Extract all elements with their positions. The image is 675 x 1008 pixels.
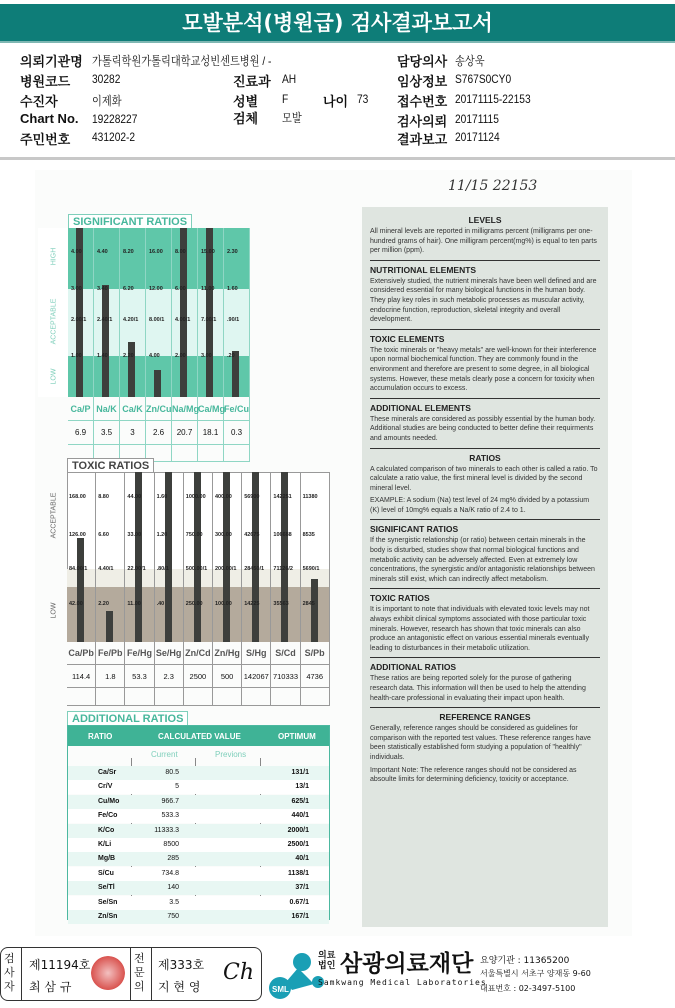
col-calculated-value: CALCULATED VALUE xyxy=(158,732,241,741)
category-label: Zn/Hg xyxy=(213,642,242,665)
tick-label: 56900 xyxy=(244,494,260,500)
value-label: 6.9 xyxy=(68,421,94,445)
request-value: 20171115 xyxy=(455,112,499,126)
value-label: 4736 xyxy=(301,665,330,688)
current-value: 11333.3 xyxy=(154,826,179,834)
tick-label: 400.00 xyxy=(215,494,232,500)
address: 서울특별시 서초구 양재동 9-60 xyxy=(480,969,591,978)
optimum-value: 167/1 xyxy=(291,913,309,920)
tick-label: 2.20 xyxy=(123,353,134,359)
table-row xyxy=(68,910,329,924)
svg-text:SML: SML xyxy=(272,985,289,994)
id-label: 주민번호 xyxy=(20,132,71,147)
empty-cell xyxy=(96,688,125,706)
tick-label: 28450/1 xyxy=(244,566,265,572)
table-row xyxy=(68,838,329,852)
category-label: Fe/Hg xyxy=(125,642,154,665)
tick-label: 16.00 xyxy=(149,249,163,255)
divider xyxy=(370,448,600,449)
value-label: 53.3 xyxy=(125,665,154,688)
examiner-label: 검사자 xyxy=(4,952,15,993)
institution-value: 가톨릭학원가톨릭대학교성빈센트병원 / - xyxy=(92,54,272,68)
col-optimum: OPTIMUM xyxy=(278,732,316,741)
empty-cell xyxy=(213,688,242,706)
tick-label: 4.00/1 xyxy=(175,317,191,323)
tick-label: 1.00 xyxy=(71,353,82,359)
tick-label: 1000.00 xyxy=(185,494,206,500)
current-value: 8500 xyxy=(163,841,179,848)
table-row xyxy=(68,809,329,823)
zone-label: LOW xyxy=(50,368,58,385)
explanation-panel xyxy=(362,207,608,927)
optimum-value: 2500/1 xyxy=(287,841,309,848)
divider xyxy=(370,657,600,658)
bar-na-k xyxy=(102,285,109,397)
clinical-value: S767S0CY0 xyxy=(455,72,512,86)
tick-label: 8535 xyxy=(302,532,315,538)
zone-label: ACCEPTABLE xyxy=(50,492,58,539)
ratio-name: Cu/Mo xyxy=(98,797,120,805)
divider xyxy=(151,948,152,1000)
receipt-label: 접수번호 xyxy=(397,94,448,109)
bar-ca-pb xyxy=(77,538,84,642)
chart-no-value: 19228227 xyxy=(92,112,138,126)
tick-label: .90/1 xyxy=(227,317,240,323)
tick-label: 4.40 xyxy=(97,249,108,255)
category-label: Ca/P xyxy=(68,397,94,421)
value-label: 1.8 xyxy=(96,665,125,688)
empty-cell xyxy=(184,688,213,706)
value-label: 500 xyxy=(213,665,242,688)
optimum-value: 40/1 xyxy=(295,855,309,863)
tick-label: 2.30 xyxy=(227,249,238,255)
value-label: 18.1 xyxy=(198,421,224,445)
zone-label: ACCEPTABLE xyxy=(50,298,58,345)
ratio-name: Zn/Sn xyxy=(98,913,118,920)
divider xyxy=(21,948,22,1000)
ratio-name: Fe/Co xyxy=(98,812,118,820)
tick-label: 750.00 xyxy=(185,532,203,538)
specimen-value: 모발 xyxy=(282,111,302,125)
empty-cell xyxy=(155,688,184,706)
table-row xyxy=(68,896,329,910)
institution-label: 의뢰기관명 xyxy=(20,54,83,69)
panel-text: These ratios are being reported solely for the purose of gathering research data. This information will then be used to help the attending health-care professional in evaluating their impact upon health. xyxy=(370,675,586,702)
significant-ratios-chart xyxy=(38,228,250,462)
tick-label: 14225 xyxy=(244,601,260,607)
value-label: 0.3 xyxy=(224,421,250,445)
tick-label: 11380 xyxy=(302,494,318,500)
category-label: Fe/Pb xyxy=(96,642,125,665)
tick-label: 8.00 xyxy=(175,249,186,255)
value-label: 20.7 xyxy=(172,421,198,445)
tick-label: 500.00/1 xyxy=(185,566,208,572)
ratio-name: Cr/V xyxy=(98,783,113,791)
panel-heading: SIGNIFICANT RATIOS xyxy=(370,524,459,535)
empty-cell xyxy=(224,445,250,462)
tick-label: 6.20 xyxy=(123,286,134,292)
table-row xyxy=(68,867,329,881)
category-label: S/Pb xyxy=(301,642,330,665)
toxic-ratios-chart xyxy=(38,472,330,706)
optimum-value: 1138/1 xyxy=(287,869,309,877)
category-label: Na/K xyxy=(94,397,120,421)
divider xyxy=(130,948,131,1000)
ratio-name: K/Co xyxy=(98,826,115,834)
empty-cell xyxy=(172,445,198,462)
subcol-previous: Previons xyxy=(215,750,247,759)
empty-cell xyxy=(67,688,96,706)
divider xyxy=(370,398,600,399)
optimum-value: 625/1 xyxy=(291,797,309,805)
empty-cell xyxy=(301,688,330,706)
category-label: Ca/K xyxy=(120,397,146,421)
panel-heading: TOXIC RATIOS xyxy=(370,593,430,604)
empty-cell xyxy=(242,688,271,706)
signature-box xyxy=(0,947,262,1001)
category-label: Ca/Mg xyxy=(198,397,224,421)
org-english-name: Samkwang Medical Laboratories xyxy=(318,978,487,987)
org-prefix: 의료법인 xyxy=(318,951,336,971)
table-row xyxy=(68,795,329,809)
age-value: 73 xyxy=(357,92,369,106)
tick-label: 8.00/1 xyxy=(149,317,165,323)
current-value: 285 xyxy=(167,855,179,863)
panel-text: If the synergistic relationship (or ratio) between certain minerals in the body is disturbed, studies show that normal biological functions and metabolic activity can be adversely affected. Even at extremely low concentrations, the synergistic and/or antagonistic relationships between minerals still exist, which can indirectly affect metabolism. xyxy=(370,537,595,583)
patient-label: 수진자 xyxy=(20,94,58,109)
panel-heading: NUTRITIONAL ELEMENTS xyxy=(370,264,477,275)
tick-label: 11.00 xyxy=(127,601,141,607)
tick-label: 2.00 xyxy=(175,353,186,359)
category-label: Fe/Cu xyxy=(224,397,250,421)
table-row xyxy=(68,881,329,895)
tick-label: 12.00 xyxy=(149,286,163,292)
value-label: 114.4 xyxy=(67,665,96,688)
current-value: 80.5 xyxy=(165,769,179,776)
subcol-current: Current xyxy=(151,750,178,759)
specialist-name: 지 현 영 xyxy=(158,980,201,994)
tick-label: .40 xyxy=(156,601,165,607)
tick-label: .20 xyxy=(227,353,235,359)
tick-label: 42.00 xyxy=(69,601,83,607)
sex-label: 성별 xyxy=(233,94,259,109)
empty-cell xyxy=(198,445,224,462)
value-label: 3.5 xyxy=(94,421,120,445)
panel-heading: TOXIC ELEMENTS xyxy=(370,333,445,344)
tick-label: 7.00/1 xyxy=(201,317,217,323)
dept-value: AH xyxy=(282,72,297,86)
panel-text: These minerals are considered as possibly essential by the human body. Additional studies are being conducted to better define their requirments and amounts needed. xyxy=(370,415,596,442)
bar-ca-k xyxy=(128,342,135,397)
panel-text: Important Note: The reference ranges should not be considered as absoulte limits for determining deficiency, toxicity or acceptance. xyxy=(370,766,577,784)
additional-ratios-table xyxy=(67,725,330,920)
sex-value: F xyxy=(282,92,289,106)
table-row xyxy=(68,824,329,838)
value-label: 3 xyxy=(120,421,146,445)
zone-label: LOW xyxy=(50,602,58,619)
receipt-value: 20171115-22153 xyxy=(455,92,531,106)
tick-label: 8.20 xyxy=(123,249,134,255)
tick-label: 42675 xyxy=(244,532,260,538)
tick-label: 100.00 xyxy=(215,601,232,607)
tick-label: 250.00 xyxy=(185,601,203,607)
zone-label: HIGH xyxy=(50,247,58,266)
examiner-number: 제11194호 xyxy=(29,958,91,972)
tick-label: 6.00 xyxy=(175,286,186,292)
tick-label: 1.60 xyxy=(227,286,238,292)
optimum-value: 37/1 xyxy=(295,884,309,892)
category-label: Se/Hg xyxy=(155,642,184,665)
value-label: 2.3 xyxy=(155,665,184,688)
category-label: S/Hg xyxy=(242,642,271,665)
tick-label: 4.40/1 xyxy=(98,566,114,572)
report-title: 모발분석(병원급) 검사결과보고서 xyxy=(0,4,675,43)
divider xyxy=(370,260,600,261)
value-label: 142067 xyxy=(242,665,271,688)
specimen-label: 검체 xyxy=(233,111,259,126)
tick-label: 2.40/1 xyxy=(97,317,113,323)
additional-ratios-title: ADDITIONAL RATIOS xyxy=(67,711,188,725)
table-row xyxy=(68,852,329,866)
empty-cell xyxy=(125,688,154,706)
current-value: 966.7 xyxy=(161,797,179,805)
age-label: 나이 xyxy=(323,94,349,109)
panel-text: A calculated comparison of two minerals to each other is called a ratio. To calculate a ratio value, the first mineral level is divided by the second mineral level. xyxy=(370,465,598,492)
panel-heading: LEVELS xyxy=(468,215,502,225)
tick-label: 3.00 xyxy=(201,353,212,359)
value-label: 710333 xyxy=(271,665,300,688)
current-value: 750 xyxy=(167,913,179,920)
tick-label: 4.20/1 xyxy=(123,317,139,323)
optimum-value: 131/1 xyxy=(291,769,309,776)
tick-label: 84.00/1 xyxy=(69,566,88,572)
report-date-label: 결과보고 xyxy=(397,132,448,147)
optimum-value: 0.67/1 xyxy=(289,898,309,906)
category-label: Ca/Pb xyxy=(67,642,96,665)
patient-value: 이제화 xyxy=(92,94,122,108)
divider xyxy=(370,588,600,589)
panel-heading: ADDITIONAL ELEMENTS xyxy=(370,402,471,413)
signature: Ch xyxy=(223,960,255,985)
institution-code: 요양기관 : 11365200 xyxy=(480,956,570,966)
ratio-name: Ca/Sr xyxy=(98,769,117,776)
ratio-name: Se/Tl xyxy=(98,884,115,892)
optimum-value: 2000/1 xyxy=(287,826,309,834)
divider xyxy=(370,519,600,520)
specialist-number: 제333호 xyxy=(158,958,205,972)
doctor-label: 담당의사 xyxy=(397,54,448,69)
ratio-name: S/Cu xyxy=(98,869,114,877)
tick-label: 33.00 xyxy=(127,532,142,538)
panel-text: EXAMPLE: A sodium (Na) test level of 24 mg% divided by a potassium (K) level of 10mg% equals a Na/K ratio of 2.4 to 1. xyxy=(370,497,590,514)
tick-label: .80/1 xyxy=(156,566,169,572)
ratio-name: Se/Sn xyxy=(98,898,118,906)
examiner-name: 최 삼 규 xyxy=(29,980,72,994)
panel-heading: RATIOS xyxy=(469,452,501,463)
doctor-value: 송상욱 xyxy=(455,54,485,68)
current-value: 533.3 xyxy=(161,812,179,820)
significant-ratios-title: SIGNIFICANT RATIOS xyxy=(68,214,192,228)
handwritten-note: 11/15 22153 xyxy=(448,178,538,194)
tick-label: 5690/1 xyxy=(302,566,320,572)
chart-no-label: Chart No. xyxy=(20,111,79,126)
bar-zn-cu xyxy=(154,370,161,397)
tick-label: 3.40 xyxy=(97,286,108,292)
panel-text: The toxic minerals or "heavy metals" are well-known for their interference upon normal biochemical function. They are commonly found in the environment and therefore are present to some degree, in all biological systems. However, these metals clearly pose a concern for toxicity when accumulation occurs to excess. xyxy=(370,346,597,393)
request-label: 검사의뢰 xyxy=(397,114,448,129)
hospital-code-label: 병원코드 xyxy=(20,74,71,89)
id-value: 431202-2 xyxy=(92,130,136,144)
category-label: S/Cd xyxy=(271,642,300,665)
tick-label: 2.00/1 xyxy=(71,317,87,323)
phone: 대표번호 : 02-3497-5100 xyxy=(480,984,576,993)
hospital-code-value: 30282 xyxy=(92,72,121,86)
panel-text: It is important to note that individuals with elevated toxic levels may not always exhibit clinical symptoms associated with those particular toxic minerals. However, research has shown that toxic minerals can also produce an antagonistic effect on various essential minerals eventually leading to disturbances in their metabolic utilization. xyxy=(370,606,590,652)
optimum-value: 440/1 xyxy=(291,812,309,820)
toxic-ratios-title: TOXIC RATIOS xyxy=(67,458,154,472)
empty-cell xyxy=(271,688,300,706)
tick-label: 22.00/1 xyxy=(127,566,146,572)
tick-label: 71126/2 xyxy=(273,566,293,572)
tick-label: 142251 xyxy=(273,494,292,500)
divider xyxy=(370,707,600,708)
divider xyxy=(370,329,600,330)
tick-label: 1.40 xyxy=(97,353,108,359)
tick-label: 2845 xyxy=(302,601,315,607)
tick-label: 1.20 xyxy=(156,532,168,538)
panel-heading: ADDITIONAL RATIOS xyxy=(370,662,457,673)
tick-label: 11.00 xyxy=(201,286,215,292)
panel-text: All mineral levels are reported in milligrams percent (milligrams per one-hundred grams of hair). One milligram percent(mg%) is equal to ten parts per million (ppm). xyxy=(370,228,597,255)
tick-label: 106688 xyxy=(273,532,292,538)
table-row xyxy=(68,766,329,780)
tick-label: 1.60 xyxy=(156,494,168,500)
category-label: Zn/Cu xyxy=(146,397,172,421)
tick-label: 6.60 xyxy=(98,532,109,538)
tick-label: 4.00 xyxy=(149,353,160,359)
report-date-value: 20171124 xyxy=(455,130,500,144)
panel-text: Extensively studied, the nutrient minerals have been well defined and are considered essential for many biological functions in the human body. They play key roles in such metabolic processes as muscular activity, endocrine function, reproduction, skeletal integrity and overall development. xyxy=(370,277,597,324)
current-value: 5 xyxy=(175,783,179,791)
table-header xyxy=(68,726,329,746)
specialist-label: 전문의 xyxy=(134,952,145,993)
panel-heading: REFERENCE RANGES xyxy=(439,712,531,723)
optimum-value: 13/1 xyxy=(295,783,309,791)
bar-fe-pb xyxy=(106,611,113,642)
org-name: 삼광의료재단 xyxy=(340,951,474,977)
tick-label: 126.00 xyxy=(69,532,86,538)
tick-label: 8.80 xyxy=(98,494,109,500)
tick-label: 4.00 xyxy=(71,249,82,255)
category-label: Zn/Cd xyxy=(184,642,213,665)
seal-stamp xyxy=(91,956,125,990)
divider xyxy=(0,157,675,160)
current-value: 140 xyxy=(167,884,179,892)
table-row xyxy=(68,780,329,794)
category-label: Na/Mg xyxy=(172,397,198,421)
value-label: 2.6 xyxy=(146,421,172,445)
tick-label: 44.00 xyxy=(127,494,142,500)
ratio-name: K/Li xyxy=(98,841,112,848)
tick-label: 3.00 xyxy=(71,286,82,292)
panel-text: Generally, reference ranges should be considered as guidelines for comparison with the reported test values. These reference ranges have been statistically established form studying a population of "healthly" individuals. xyxy=(370,725,591,761)
current-value: 734.8 xyxy=(161,869,179,877)
bar-s-pb xyxy=(311,579,318,642)
tick-label: 35563 xyxy=(273,601,289,607)
tick-label: 15.00 xyxy=(201,249,215,255)
col-ratio: RATIO xyxy=(88,732,113,741)
tick-label: 300.00 xyxy=(215,532,232,538)
tick-label: 2.20 xyxy=(98,601,109,607)
clinical-label: 임상정보 xyxy=(397,74,448,89)
ratio-name: Mg/B xyxy=(98,855,116,863)
current-value: 3.5 xyxy=(169,898,179,906)
tick-label: 200.00/1 xyxy=(215,566,237,572)
tick-label: 168.00 xyxy=(69,494,86,500)
value-label: 2500 xyxy=(184,665,213,688)
dept-label: 진료과 xyxy=(233,74,271,89)
